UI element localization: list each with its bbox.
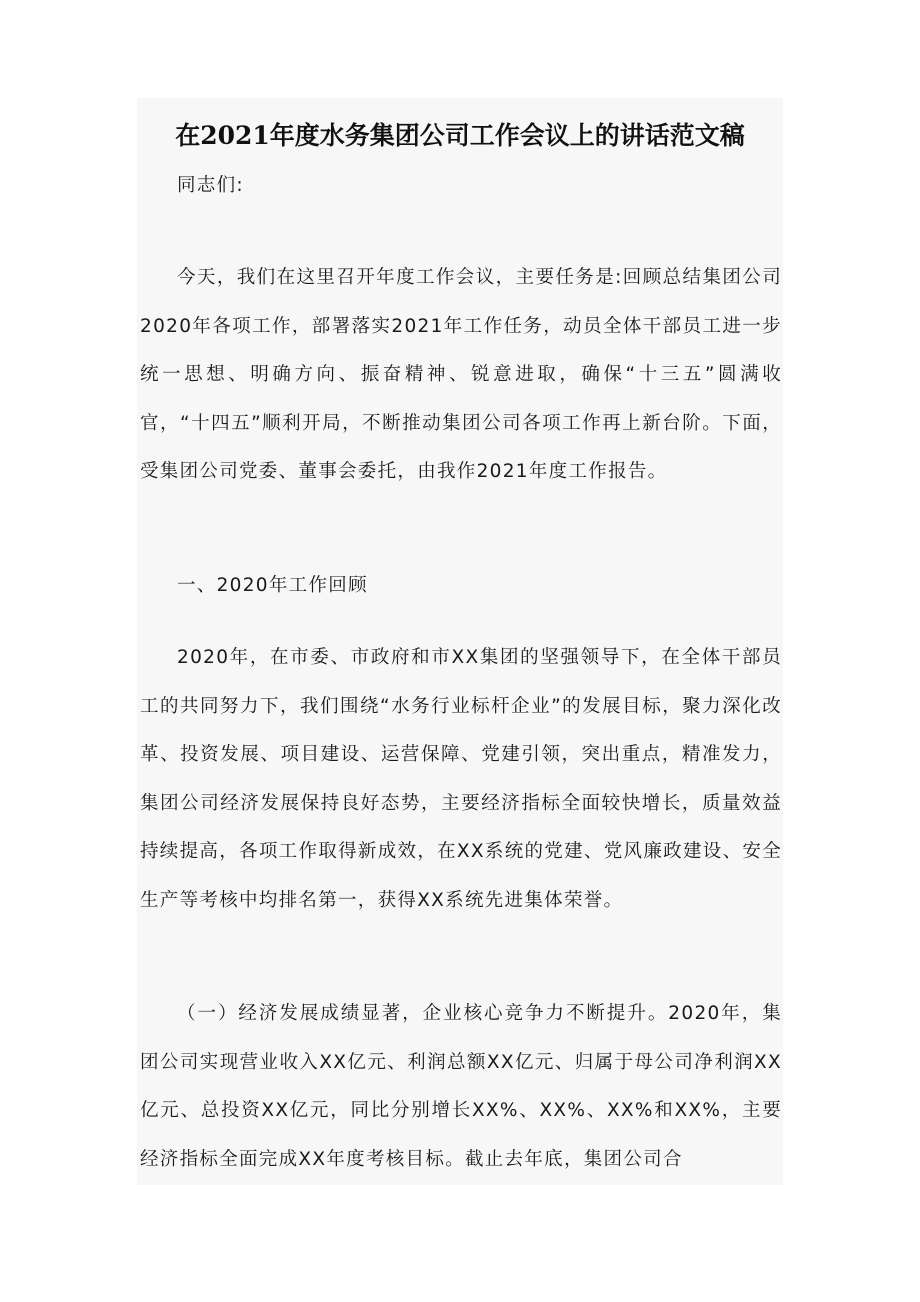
paragraph-economic: （一）经济发展成绩显著，企业核心竞争力不断提升。2020年，集团公司实现营业收入XX亿元、利润总额XX亿元、归属于母公司净利润XX亿元、总投资XX亿元，同比分别增长XX%、XX%、XX%和XX%，主要经济指标全面完成XX年度考核目标。截止去年底，集团公司合 <box>140 1003 782 1170</box>
paragraph-review: 2020年，在市委、市政府和市XX集团的坚强领导下，在全体干部员工的共同努力下，我们围绕“水务行业标杆企业”的发展目标，聚力深化改革、投资发展、项目建设、运营保障、党建引领，突出重点，精准发力，集团公司经济发展保持良好态势，主要经济指标全面较快增长，质量效益持续提高，各项工作取得新成效，在XX系统的党建、党风廉政建设、安全生产等考核中均排名第一，获得XX系统先进集体荣誉。 <box>140 647 782 911</box>
salutation: 同志们: <box>177 175 244 196</box>
section-heading: 一、2020年工作回顾 <box>177 575 368 596</box>
document-title: 在2021年度水务集团公司工作会议上的讲话范文稿 <box>175 121 745 150</box>
paragraph-intro: 今天，我们在这里召开年度工作会议，主要任务是:回顾总结集团公司2020年各项工作，部署落实2021年工作任务，动员全体干部员工进一步统一思想、明确方向、振奋精神、锐意进取，确保“十三五”圆满收官，“十四五”顺利开局，不断推动集团公司各项工作再上新台阶。下面，受集团公司党委、董事会委托，由我作2021年度工作报告。 <box>140 267 782 482</box>
